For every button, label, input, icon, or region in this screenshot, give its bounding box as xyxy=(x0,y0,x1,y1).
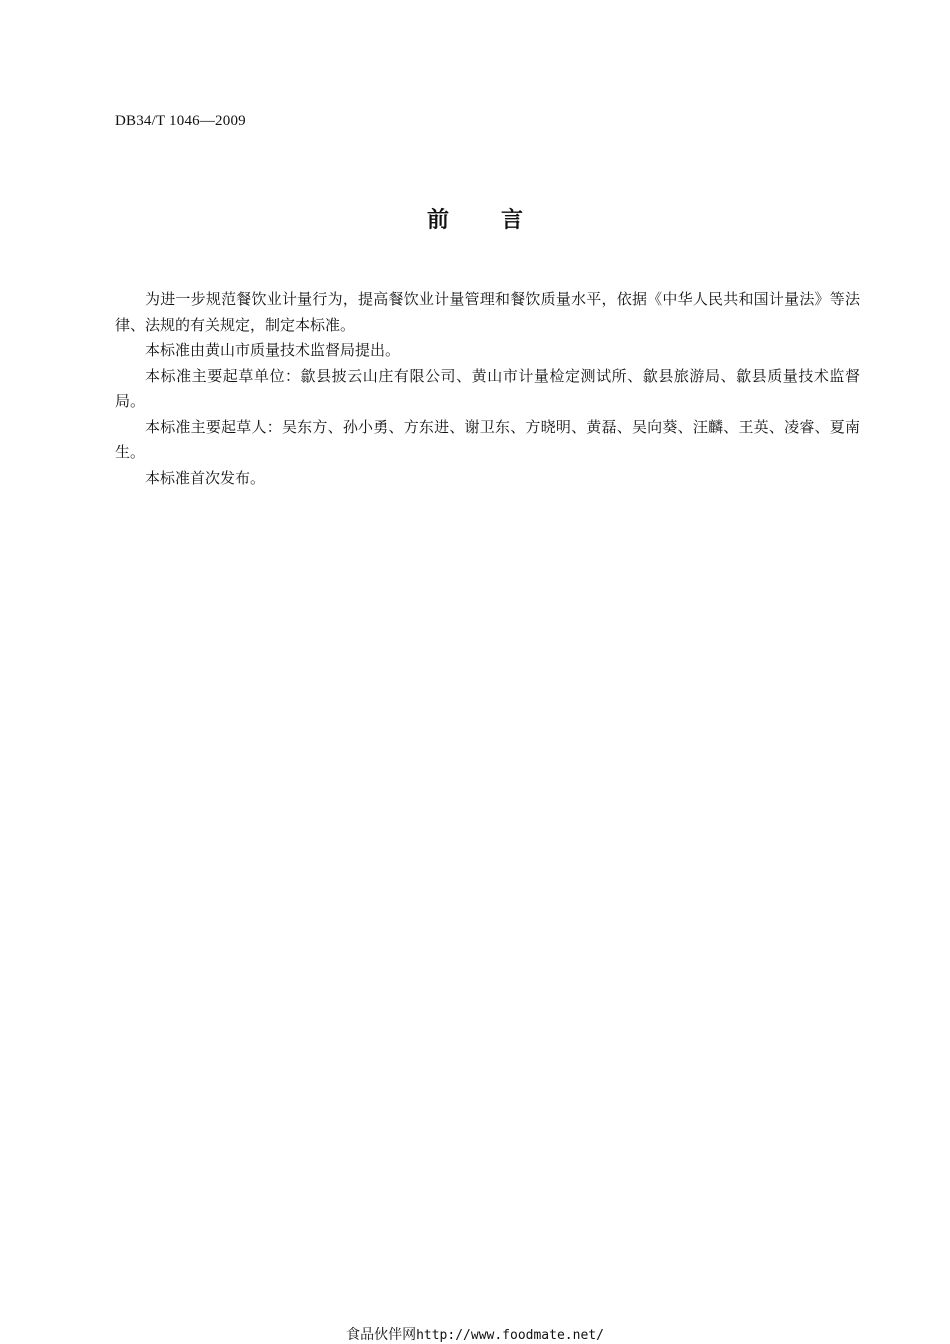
footer-watermark xyxy=(0,1324,950,1344)
paragraph-drafters: 本标准主要起草人：吴东方、孙小勇、方东进、谢卫东、方晓明、黄磊、吴向葵、汪麟、王英、凌睿、夏南生。 xyxy=(115,417,860,461)
title-char-2: 言 xyxy=(501,208,524,233)
paragraph-purpose: 为进一步规范餐饮业计量行为，提高餐饮业计量管理和餐饮质量水平，依据《中华人民共和国计量法》等法律、法规的有关规定，制定本标准。 xyxy=(115,290,860,334)
foreword-body xyxy=(115,287,860,491)
title-char-1: 前 xyxy=(426,208,449,233)
standard-code: DB34/T 1046—2009 xyxy=(115,113,246,129)
footer-site-url[interactable]: http://www.foodmate.net/ xyxy=(416,1328,604,1343)
page-title xyxy=(0,203,950,234)
paragraph-drafting-units: 本标准主要起草单位：歙县披云山庄有限公司、黄山市计量检定测试所、歙县旅游局、歙县质量技术监督局。 xyxy=(115,366,860,410)
footer-site-name: 食品伙伴网 xyxy=(346,1327,417,1343)
paragraph-first-release: 本标准首次发布。 xyxy=(145,468,266,487)
paragraph-proposer: 本标准由黄山市质量技术监督局提出。 xyxy=(145,341,401,359)
